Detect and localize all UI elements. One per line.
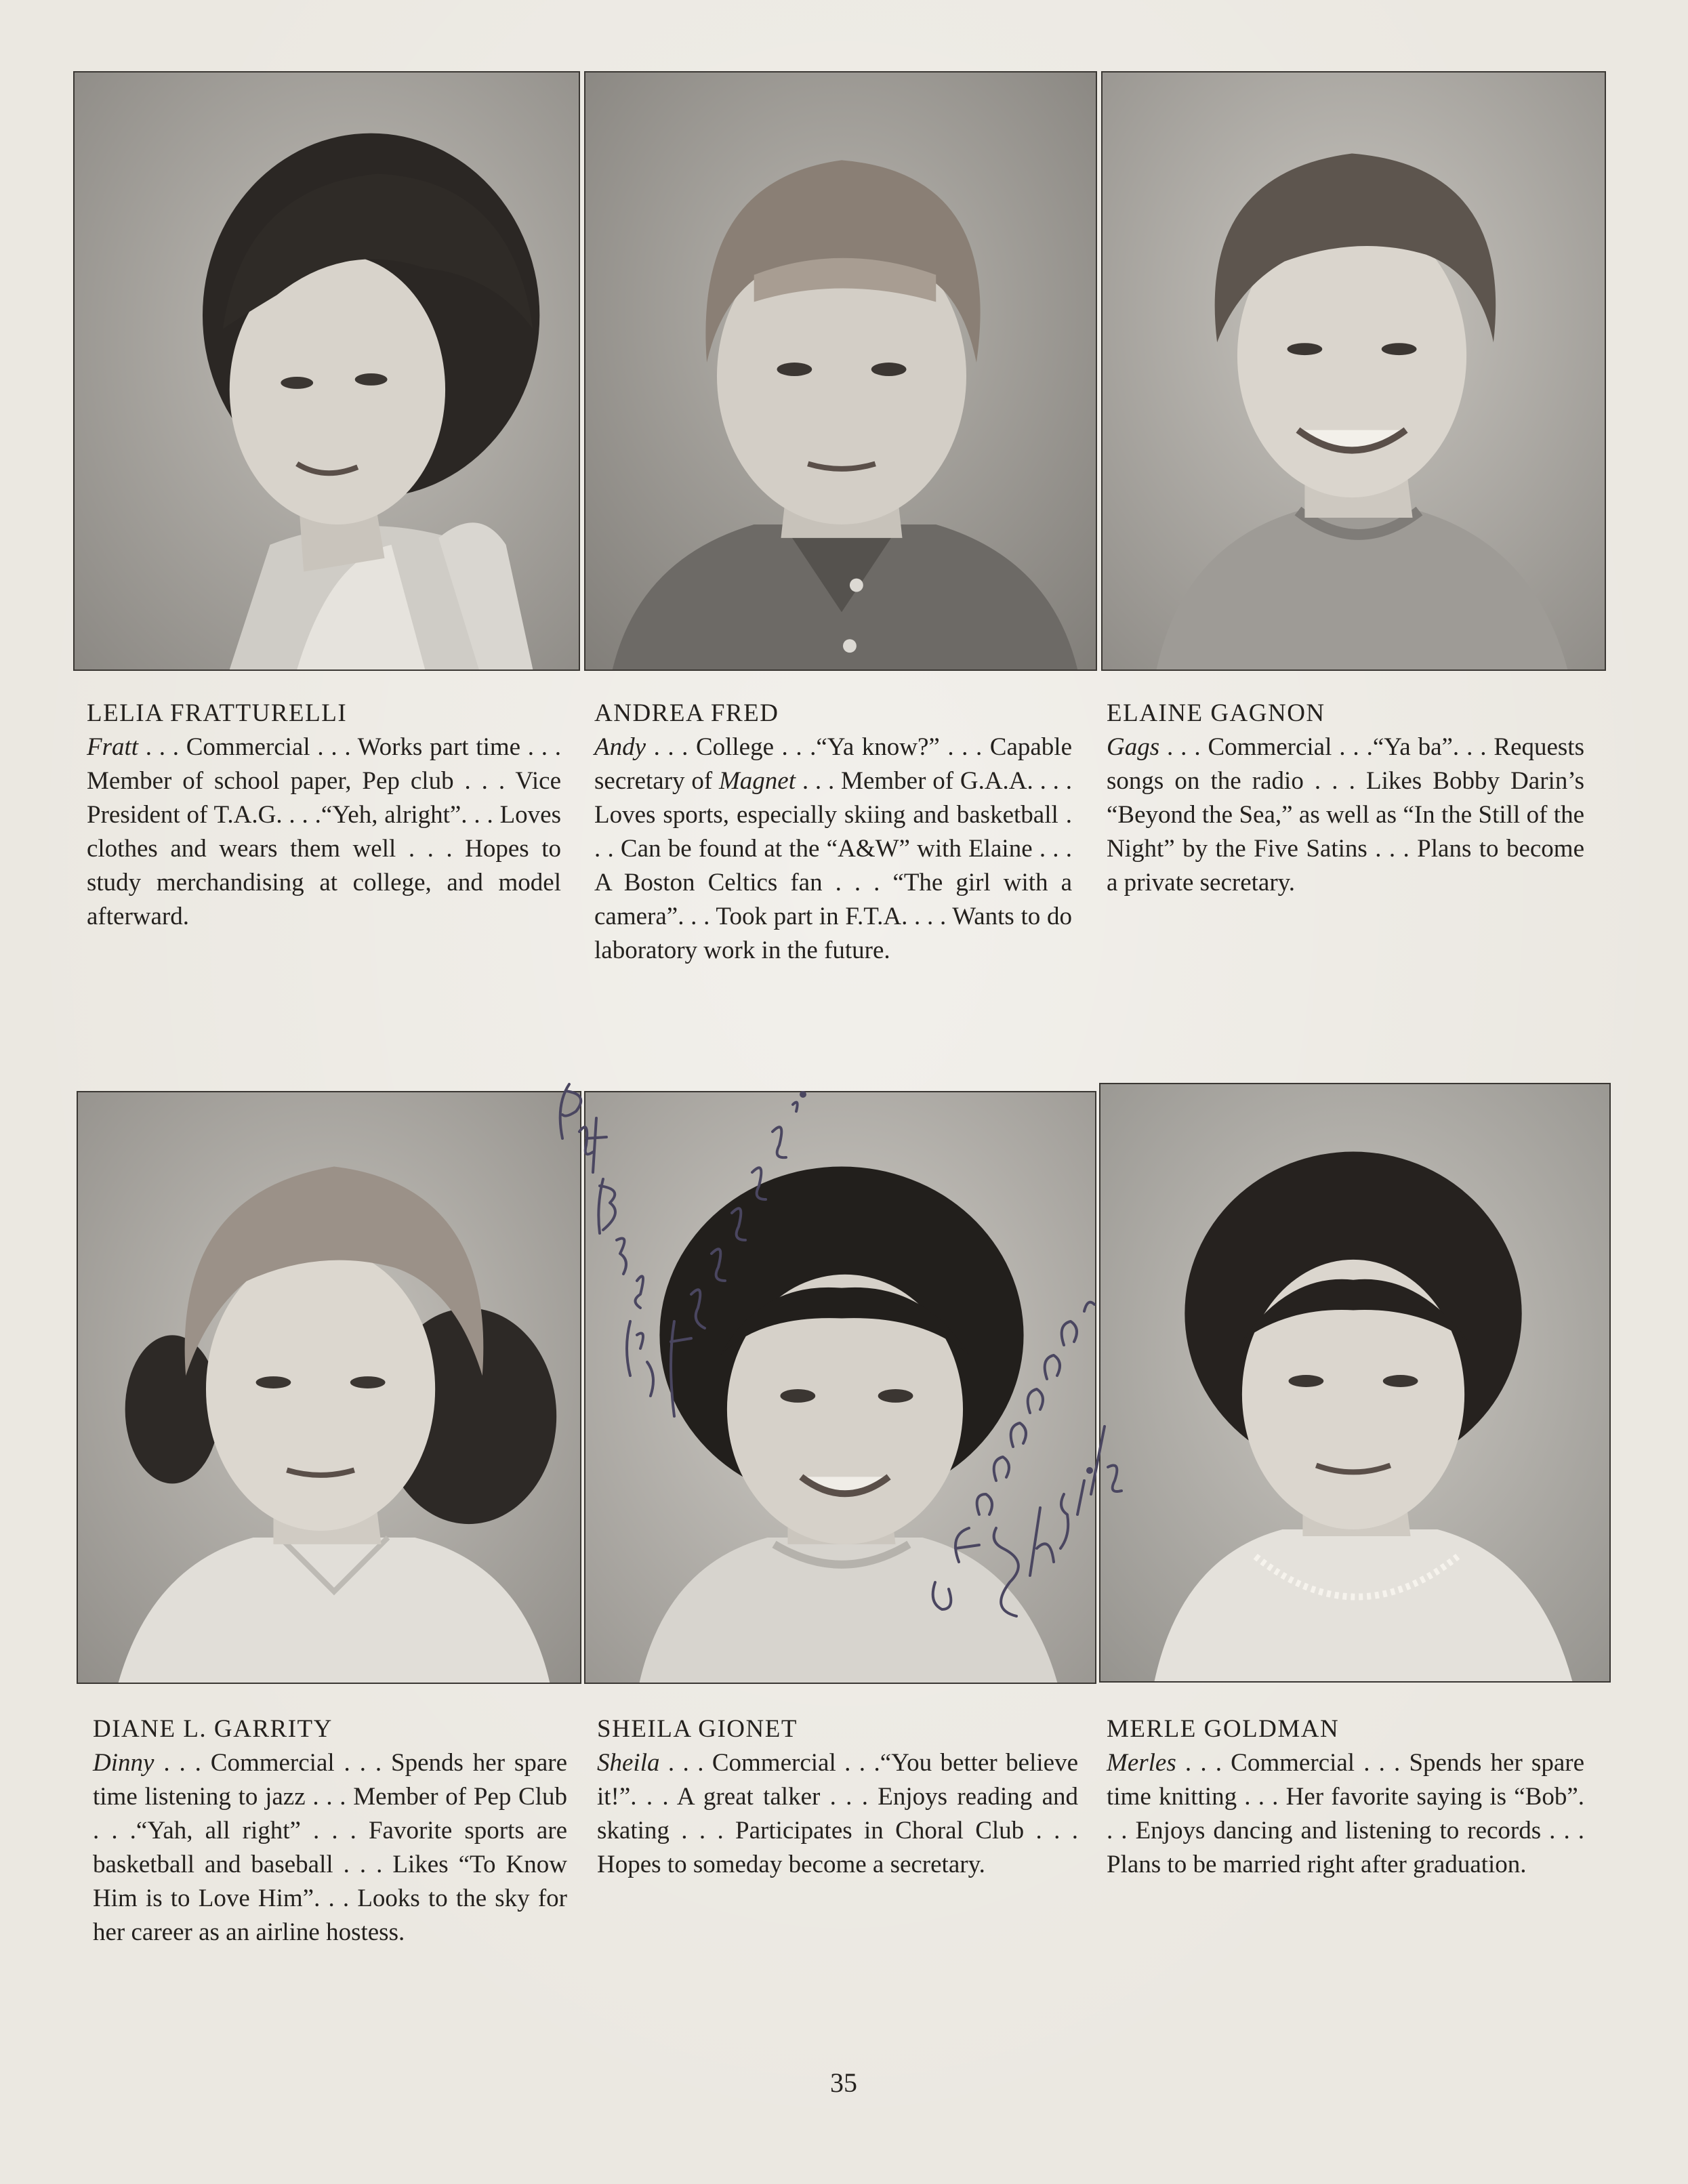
student-bio bbox=[87, 730, 561, 934]
student-bio-text: . . . Commercial . . . Spends her spare time knitting . . . Her favorite saying is “Bob”. . . Enjoys dancing and listening to records . . . Plans to be married right after graduation. bbox=[1107, 1749, 1584, 1878]
portrait-sheila-gionet bbox=[584, 1091, 1096, 1684]
student-name: DIANE L. GARRITY bbox=[93, 1715, 333, 1743]
caption-lelia-fratturelli bbox=[87, 697, 561, 934]
student-nickname: Dinny bbox=[93, 1749, 155, 1777]
student-nickname: Andy bbox=[594, 733, 646, 761]
caption-andrea-fred bbox=[594, 697, 1072, 968]
student-name: ANDREA FRED bbox=[594, 699, 779, 727]
student-bio bbox=[597, 1746, 1078, 1882]
student-bio-text: . . . Commercial . . . Works part time . . . Member of school paper, Pep club . . . Vice President of T.A.G. . . .“Yeh, alright”. . . Loves clothes and wears them well . . . Hopes to study merchandising at college, and model afterward. bbox=[87, 733, 561, 930]
student-bio bbox=[1107, 1746, 1584, 1882]
caption-diane-garrity bbox=[93, 1712, 567, 1950]
student-nickname: Merles bbox=[1107, 1749, 1176, 1777]
student-bio bbox=[93, 1746, 567, 1950]
portrait-image bbox=[1100, 1084, 1609, 1681]
student-nickname: Sheila bbox=[597, 1749, 660, 1777]
student-name: SHEILA GIONET bbox=[597, 1715, 798, 1743]
student-nickname: Fratt bbox=[87, 733, 139, 761]
student-name: MERLE GOLDMAN bbox=[1107, 1715, 1340, 1743]
portrait-image bbox=[585, 73, 1096, 669]
portrait-image bbox=[78, 1092, 580, 1683]
student-name: LELIA FRATTURELLI bbox=[87, 699, 348, 727]
portrait-andrea-fred bbox=[584, 71, 1097, 671]
student-nickname: Gags bbox=[1107, 733, 1160, 761]
student-bio-text-continued: . . . Member of G.A.A. . . . Loves sports, especially skiing and basketball . . . Can be found at the “A&W” with Elaine . . . A Boston Celtics fan . . . “The girl with a camera”. . . Took part in F.T.A. . . . Wants to do laboratory work in the future. bbox=[594, 767, 1072, 964]
portrait-merle-goldman bbox=[1099, 1083, 1611, 1683]
caption-sheila-gionet bbox=[597, 1712, 1078, 1882]
student-bio-text: . . . Commercial . . .“You better believe it!”. . . A great talker . . . Enjoys reading and skating . . . Participates in Choral Club . . . Hopes to someday become a secretary. bbox=[597, 1749, 1078, 1878]
student-name: ELAINE GAGNON bbox=[1107, 699, 1325, 727]
student-bio-italic: Magnet bbox=[718, 767, 796, 795]
portrait-lelia-fratturelli bbox=[73, 71, 580, 671]
portrait-image bbox=[75, 73, 579, 669]
student-bio bbox=[594, 730, 1072, 968]
portrait-image bbox=[1103, 73, 1605, 669]
caption-elaine-gagnon bbox=[1107, 697, 1584, 900]
portrait-diane-garrity bbox=[77, 1091, 581, 1684]
portrait-elaine-gagnon bbox=[1101, 71, 1606, 671]
student-bio-text: . . . College . . .“Ya know?” . . . Capable secretary of bbox=[594, 733, 1072, 795]
student-bio-text: . . . Commercial . . .“Ya ba”. . . Requests songs on the radio . . . Likes Bobby Darin’s “Beyond the Sea,” as well as “In the Still of the Night” by the Five Satins . . . Plans to become a private secretary. bbox=[1107, 733, 1584, 897]
caption-merle-goldman bbox=[1107, 1712, 1584, 1882]
student-bio bbox=[1107, 730, 1584, 900]
page-number: 35 bbox=[830, 2067, 857, 2098]
student-bio-text: . . . Commercial . . . Spends her spare time listening to jazz . . . Member of Pep Club . . .“Yah, all right” . . . Favorite sports are basketball and baseball . . . Likes “To Know Him is to Love Him”. . . Looks to the sky for her career as an airline hostess. bbox=[93, 1749, 567, 1946]
portrait-image bbox=[585, 1092, 1095, 1683]
